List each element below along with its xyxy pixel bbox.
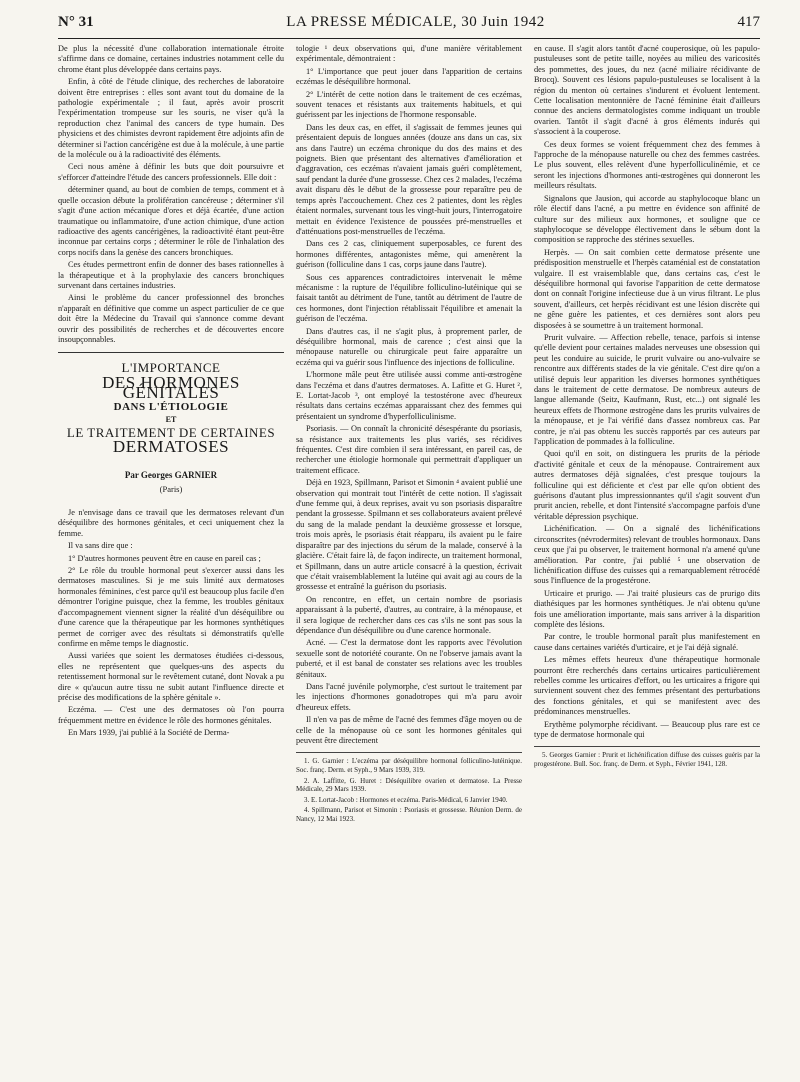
paragraph: De plus la nécessité d'une collaboration internationale étroite s'affirme dans ce domaine, certaines industries notamment celle du chrome étant plus développée dans certains pays.: [58, 44, 284, 74]
paragraph: 1° D'autres hormones peuvent être en cause en pareil cas ;: [68, 553, 261, 563]
issue-number: N° 31: [58, 14, 94, 30]
paragraph: Il va sans dire que :: [68, 541, 133, 551]
paragraph: Dans ces 2 cas, cliniquement superposables, ce furent des hormones différentes, antagonistes même, qui amenèrent la guérison (folliculine dans 1 cas, corps jaune dans l'autre).: [296, 239, 522, 270]
paragraph: Ainsi le problème du cancer professionnel des bronches n'apparaît en définitive que comme un aspect particulier de ce que doit être la Médecine du Travail qui s'annonce comme devant ouvrir des possibilités de recherches et de découvertes encore insoupçonnables.: [58, 293, 284, 344]
paragraph: 1° L'importance que peut jouer dans l'apparition de certains eczémas le déséquilibre hormonal.: [296, 66, 522, 87]
paragraph: Acné. — C'est la dermatose dont les rapports avec l'évolution sexuelle sont de notoriété courante. On ne l'observe jamais avant la puberté, et il est banal de constater ses relations avec les troubles génitaux.: [296, 638, 522, 679]
paragraph: Dans les deux cas, en effet, il s'agissait de femmes jeunes qui présentaient depuis de longues années (douze ans dans un cas, six ans dans l'autre) un eczéma chronique du dos des mains et des poignets. Bien que présentant des alternatives d'amélioration et d'aggravation, ces eczémas n'avaient jamais guéri complètement, sauf pendant la durée d'une grossesse. Chez ces 2 malades, l'eczéma avait disparu dès le début de la grossesse pour reparaître peu de temps après l'accouchement. Chez ces 2 patientes, dont les règles étaient normales, survenant tous les vingt-huit jours, l'interrogatoire mettait en évidence l'existence de poussées pré-menstruelles et d'atténuations post-menstruelles de l'eczéma.: [296, 122, 522, 236]
paragraph: Psoriasis. — On connaît la chronicité désespérante du psoriasis, sa résistance aux traitements les plus variés, ses récidives fréquentes. C'est dire combien il sera intéressant, en pareil cas, de rechercher une étiologie hormonale qui permettrait d'appliquer un traitement efficace.: [296, 424, 522, 475]
title-line: DES HORMONES GÉNITALES: [102, 372, 240, 403]
paragraph: Lichénification. — On a signalé des lichénifications circonscrites (névrodermites) relevant de troubles hormonaux. Dans ceux que j'ai pu observer, le traitement hormonal n'a amené qu'une amélioration. Par contre, j'ai publié ⁵ une observation de lichénification diffuse des cuisses qui a remarquablement rétrocédé sous l'influence de la progestérone.: [534, 524, 760, 586]
paragraph: Sous ces apparences contradictoires intervenait le même mécanisme : la rupture de l'équilibre folliculino-lutéinique qui se faisait tantôt au détriment de l'une, tantôt au détriment de l'autre de ces hormones, dont l'injection rétablissait l'équilibre et amenait la guérison de l'eczéma.: [296, 272, 522, 324]
paragraph: Ceci nous amène à définir les buts que doit poursuivre et s'efforcer d'atteindre l'étude des cancers professionnels. Elle doit :: [58, 162, 284, 182]
footnote: 5. Georges Garnier : Prurit et lichénification diffuse des cuisses guéris par la progestérone. Bull. Soc. franç. de Derm. et Syph., Février 1941, 128.: [534, 751, 760, 768]
footnote: 4. Spillmann, Parisot et Simonin : Psoriasis et grossesse. Réunion Derm. de Nancy, 12 Mai 1923.: [296, 806, 522, 823]
paragraph: Aussi variées que soient les dermatoses étudiées ci-dessous, elles ne représentent que quelques-uns des aspects du retentissement hormonal sur le revêtement cutané, dont Novak a pu dire « qu'aucun autre tissu ne subit autant l'influence directe et précise des modifications de la sphère génitale ».: [58, 651, 284, 702]
header-rule: [58, 38, 760, 39]
paragraph: Déjà en 1923, Spillmann, Parisot et Simonin ⁴ avaient publié une observation qui montrait tout l'intérêt de cette notion. Il s'agissait d'une femme qui, à deux reprises, avait vu son psoriasis disparaître pendant la grossesse. Spilmann et ses collaborateurs avaient prélevé du sang de la malade pendant la deuxième grossesse et lorsque, trois mois après, le psoriasis était réapparu, ils avaient pu le faire disparaître par des injections du sérum de la malade, conservé à la glacière. C'était faire là, de façon indirecte, un traitement hormonal, et Spillmann, dans un autre article consacré à la question, écrivait que c'était vraisemblablement la lutéine qui avait agi au cours de la grossesse et entraîné la guérison du psoriasis.: [296, 478, 522, 592]
paragraph: Urticaire et prurigo. — J'ai traité plusieurs cas de prurigo dits diathésiques par les hormones synthétiques. Je n'ai obtenu qu'une fois une amélioration importante, mais sans arriver à la disparition complète des lésions.: [534, 588, 760, 629]
author: Par Georges GARNIER: [124, 470, 218, 481]
footnotes: [296, 752, 522, 823]
column-2: [296, 44, 522, 1074]
paragraph: en cause. Il s'agit alors tantôt d'acné couperosique, où les papulo-pustuleuses sont de petite taille, noyées au milieu des varicosités des pommettes, des joues, du nez (acné miliaire récidivante de Brocq). Souvent ces lésions papulo-pustuleuses se localisent à la région du menton où certaines s'indurent et évoluent lentement. Cette localisation mentonnière de l'acné féminine était d'ailleurs connue des anciens dermatologistes comme indiquant un trouble ovarien. Tantôt il s'agit d'acné à gros éléments indurés qui s'associent à la couperose.: [534, 44, 760, 137]
footnote: 2. A. Laffitte, G. Huret : Déséquilibre ovarien et dermatose. La Presse Médicale, 29 Mars 1939.: [296, 776, 522, 794]
paragraph: Par contre, le trouble hormonal paraît plus manifestement en cause dans certaines variétés d'urticaire, et je l'ai déjà signalé.: [534, 632, 760, 652]
paragraph: En Mars 1939, j'ai publié à la Société de Derma-: [68, 728, 230, 738]
paragraph: déterminer quand, au bout de combien de temps, comment et à quelle occasion débute la prolifération cancéreuse ; déterminer s'il s'agit d'une action mécanique d'ores et déjà écartée, d'une action traumatique ou inflammatoire, d'une action chimique, d'une action radioactive des agents cancérigènes, la radioactivité étant peut-être inconnue par certains corps ; déterminer le rôle de l'inhalation des corps nocifs dans la genèse des cancers bronchiques.: [58, 185, 284, 257]
paragraph: 2° Le rôle du trouble hormonal peut s'exercer aussi dans les dermatoses masculines. Si je me suis limité aux dermatoses hormonales féminines, c'est parce qu'il est beaucoup plus facile d'en démontrer l'origine puisque, chez la femme, les troubles génitaux d'accompagnement viennent signer la réalité d'un déséquilibre ou d'une carence que la thérapeutique par les hormones synthétiques permet de corriger avec des résultats si démonstratifs qu'elle confirme en même temps le diagnostic.: [58, 566, 284, 648]
title-line: DERMATOSES: [112, 436, 230, 456]
paragraph: Signalons que Jausion, qui accorde au staphylocoque blanc un rôle électif dans l'acné, a pu mettre en évidence son affinité de culture sur des milieux aux hormones, et souligne que ce staphylocoque se développe électivement dans le sébum dont la composition se rapproche des stérines sexuelles.: [534, 193, 760, 245]
paragraph: Il n'en va pas de même de l'acné des femmes d'âge moyen ou de celle de la ménopause où ce sont les hormones génitales qui peuvent être directement: [296, 715, 522, 745]
paragraph: Les mêmes effets heureux d'une thérapeutique hormonale pourront être recherchés dans certains urticaires particulièrement rebelles comme les urticaires d'effort, ou les urticaires a frigore qui surviennent souvent chez des femmes présentant des perturbations des fonctions génitales, et qui se manifestent avec des prédominances menstruelles.: [534, 655, 760, 717]
title-line: LE TRAITEMENT DE CERTAINES: [66, 425, 276, 441]
title-line: L'IMPORTANCE: [121, 360, 221, 376]
paragraph: Ces études permettront enfin de donner des bases rationnelles à la thérapeutique et à la prophylaxie des cancers bronchiques survenant dans certaines industries.: [58, 260, 284, 290]
running-header: [58, 14, 760, 36]
page-number: 417: [737, 14, 760, 30]
paragraph: Prurit vulvaire. — Affection rebelle, tenace, parfois si intense qu'elle devient pour certaines malades nerveuses une obsession qui peut les conduire au suicide, le prurit vulvaire ou ano-vulvaire se rencontre aux différents stades de la vie génitale. C'est dire qu'on a utilisé depuis leur apparition les diverses hormones synthétiques dans le traitement de cette dermatose. De nombreux auteurs de langue allemande (Seitz, Kaufmann, Rust, etc...) ont signalé les heureux effets de l'hormone œstrogène dans les prurits vulvaires de la ménopause, et je l'ai vérifié dans d'assez nombreux cas. Par contre, je n'ai pas obtenu les succès rapportés par ces auteurs par l'application de pommades à la folliculine.: [534, 332, 760, 447]
column-3: [534, 44, 760, 1074]
paragraph: 2° L'intérêt de cette notion dans le traitement de ces eczémas, souvent tenaces et résistants aux traitements habituels, et qui guérissent par les injections de l'hormone responsable.: [296, 89, 522, 120]
paragraph: Je n'envisage dans ce travail que les dermatoses relevant d'un déséquilibre des hormones génitales, et ceci uniquement chez la femme.: [58, 508, 284, 538]
paragraph: Dans l'acné juvénile polymorphe, c'est surtout le traitement par les injections d'hormones gonadotropes qui m'a paru avoir d'heureux effets.: [296, 681, 522, 712]
author-city: (Paris): [159, 483, 183, 494]
paragraph: Dans d'autres cas, il ne s'agit plus, à proprement parler, de déséquilibre hormonal, mais de carence ; c'est ainsi que la ménopause naturelle ou chirurgicale peut faire apparaître un eczéma qui va guérir sous l'influence des injections de folliculine.: [296, 326, 522, 367]
column-1: [58, 44, 284, 1074]
paragraph: On rencontre, en effet, un certain nombre de psoriasis apparaissant à la puberté, d'autres, au contraire, à la ménopause, et il sera logique de rechercher dans ces cas s'ils ne sont pas sous la dépendance d'un déséquilibre ou d'une carence hormonale.: [296, 594, 522, 635]
article-title: [58, 360, 284, 494]
paragraph: tologie ¹ deux observations qui, d'une manière véritablement expérimentale, démontraient :: [296, 44, 522, 64]
footnotes: [534, 746, 760, 768]
paragraph: Ces deux formes se voient fréquemment chez des femmes à l'approche de la ménopause naturelle ou chez des femmes castrées. Le plus souvent, elles relèvent d'une hyperfolliculinémie, et ce seront les injections d'hormones anti-œstrogènes qui donneront les meilleurs résultats.: [534, 139, 760, 191]
columns: [58, 44, 760, 1074]
footnote: 3. E. Lortat-Jacob : Hormones et eczéma. Paris-Médical, 6 Janvier 1940.: [304, 795, 508, 804]
title-line: DANS L'ÉTIOLOGIE: [113, 400, 229, 413]
paragraph: Enfin, à côté de l'étude clinique, des recherches de laboratoire doivent être entreprises : elles sont avant tout du domaine de la pathologie expérimentale ; il faut, après avoir proscrit l'expérimentation trompeuse sur les souris, ne viser qu'à la reproduction chez l'animal des cancers de type humain. Des physiciens et des chimistes devront rapidement être adjoints afin de déterminer si l'action cancérigène est due à la molécule, à une partie de la molécule ou à la radioactivité des éléments.: [58, 77, 284, 160]
paragraph: Herpès. — On sait combien cette dermatose présente une prédisposition menstruelle et l'herpès cataménial est de constatation vulgaire. Il est vraisemblable que, dans certains cas, c'est le déséquilibre hormonal qui favorise l'apparition de cette dermatose dont on connaît l'origine infectieuse due à un virus filtrant. Le plus souvent, d'ailleurs, cet herpès récidivant est une lésion discrète qui ne gêne guère les patientes, et ces dernières sont alors peu disposées à se soumettre à un traitement hormonal.: [534, 247, 760, 330]
paragraph: Erythème polymorphe récidivant. — Beaucoup plus rare est ce type de dermatose hormonale qui: [534, 719, 760, 739]
title-line: ET: [165, 415, 177, 424]
section-divider: [58, 352, 284, 353]
footnote: 1. G. Garnier : L'eczéma par déséquilibre hormonal folliculino-lutéinique. Soc. franç. Derm. et Syph., 9 Mars 1939, 319.: [296, 757, 522, 774]
paragraph: Eczéma. — C'est une des dermatoses où l'on pourra fréquemment mettre en évidence le rôle des hormones génitales.: [58, 705, 284, 725]
journal-title: LA PRESSE MÉDICALE, 30 Juin 1942: [286, 14, 545, 30]
paragraph: Quoi qu'il en soit, on distinguera les prurits de la période d'activité génitale et ceux de la ménopause. Contrairement aux autres dermatoses déjà signalées, c'est presque toujours la folliculine qui est déficiente et c'est par elle qu'on obtient des guérisons d'autant plus impressionnantes qu'il s'agit souvent d'un prurit ancien, rebelle, et dont l'intensité s'accompagne parfois d'une véritable dépression psychique.: [534, 449, 760, 521]
paragraph: L'hormone mâle peut être utilisée aussi comme anti-œstrogène dans l'eczéma et dans d'autres dermatoses. A. Lafitte et G. Huret ², E. Lortat-Jacob ³, ont employé la testostérone avec d'heureux résultats dans certains eczémas apparaissant chez des femmes qui présentaient un syndrome d'hyperfolliculinisme.: [296, 370, 522, 421]
